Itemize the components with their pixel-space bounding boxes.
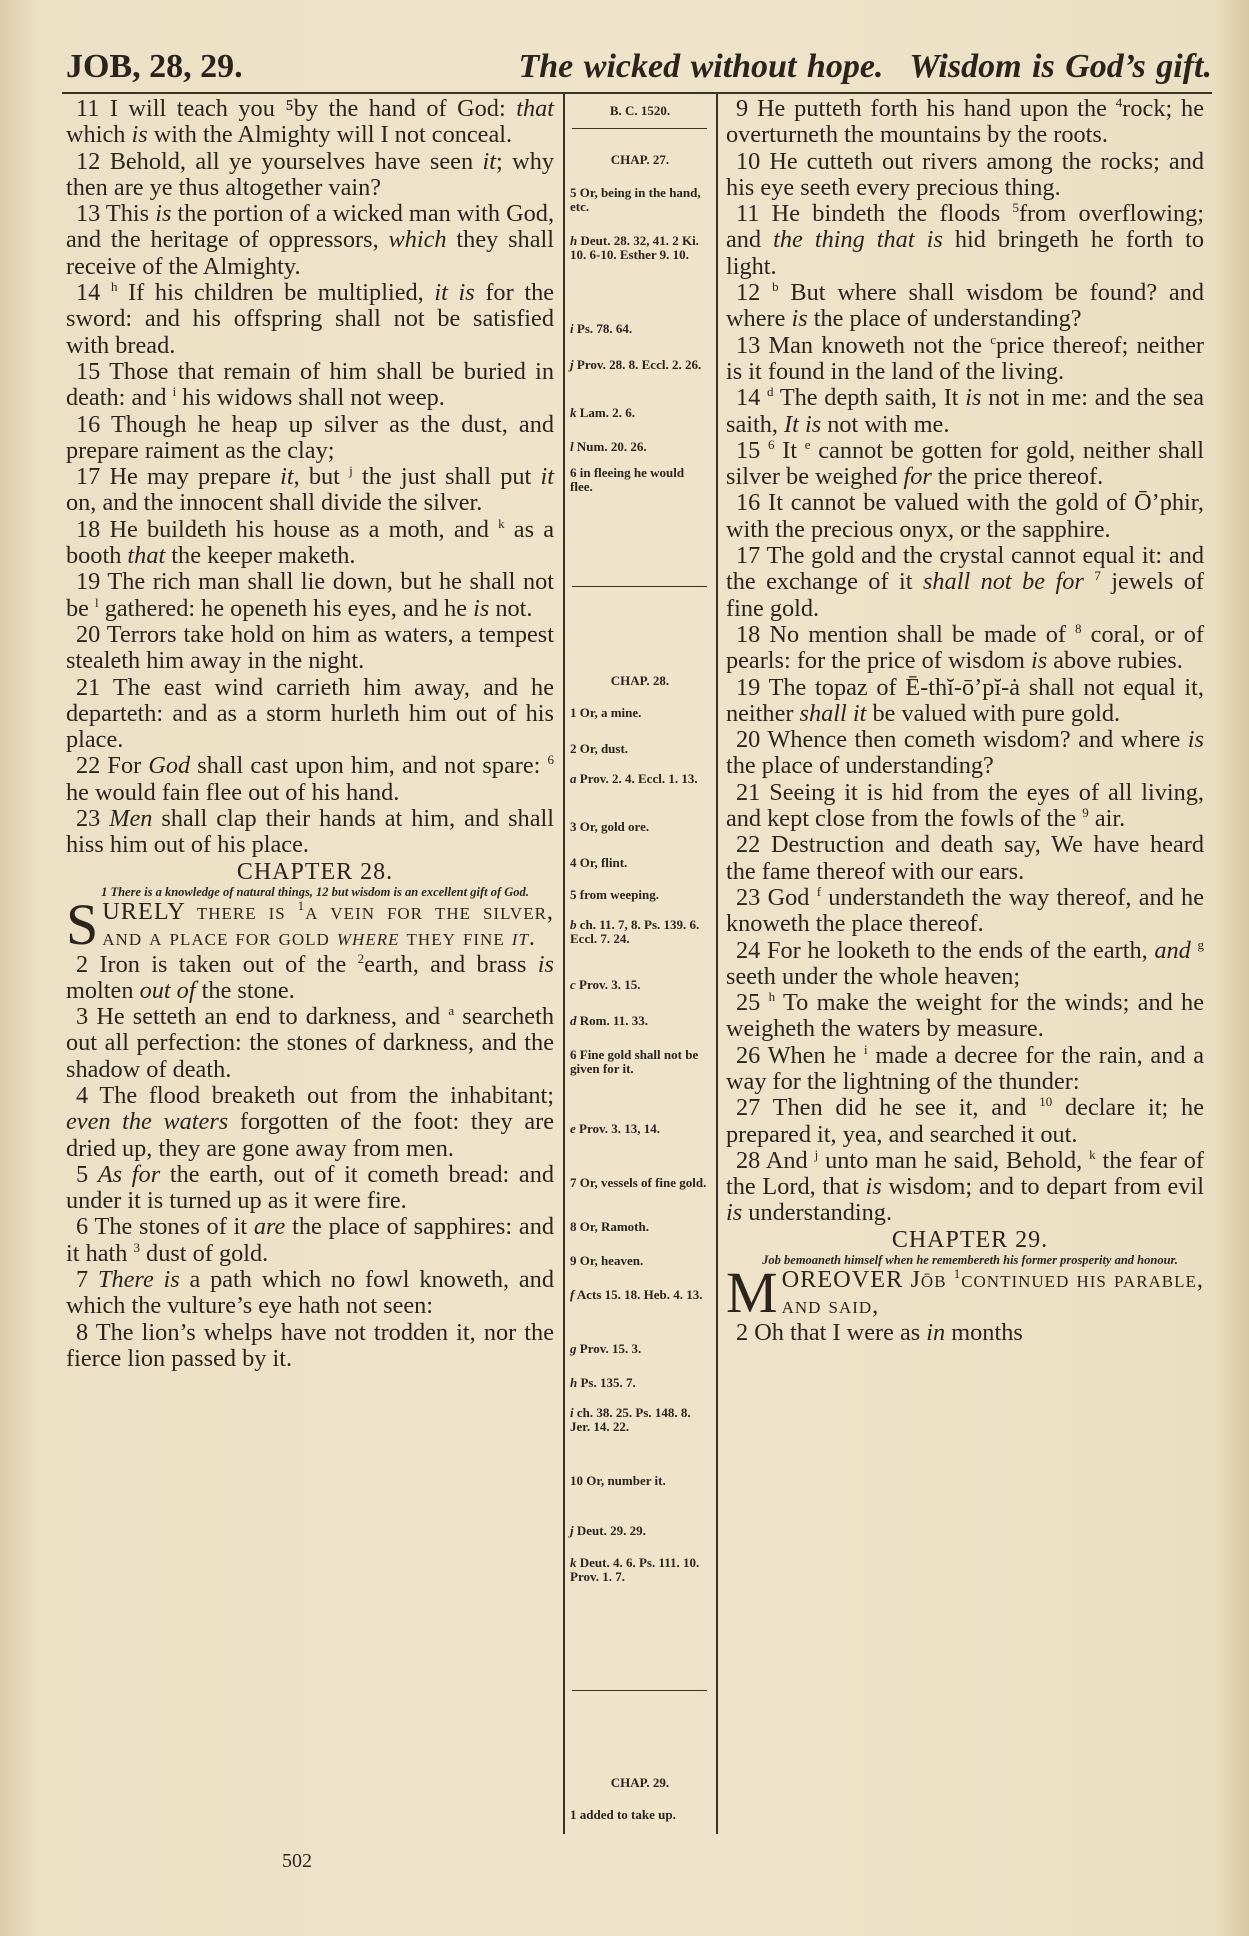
margin-note-l: l Num. 20. 26.: [570, 439, 647, 454]
margin-note-28-e: e Prov. 3. 13, 14.: [570, 1121, 661, 1136]
margin-note-28-b: b ch. 11. 7, 8. Ps. 139. 6. Eccl. 7. 24.: [570, 917, 700, 946]
page-number: 502: [282, 1850, 312, 1872]
verse-27-12: 12 Behold, all ye yourselves have seen it; why then are ye thus altogether vain?: [66, 147, 555, 201]
margin-note-28-6: 6 Fine gold shall not be given for it.: [570, 1047, 699, 1076]
verse-28-10: 10 He cutteth out rivers among the rocks; and his eye seeth every precious thing.: [726, 147, 1204, 201]
verse-28-8: 8 The lion’s whelps have not trodden it, nor the fierce lion passed by it.: [66, 1318, 554, 1372]
margin-note-j: j Prov. 28. 8. Eccl. 2. 26.: [570, 357, 702, 372]
margin-rule-2: [572, 586, 707, 587]
verse-28-26: 26 When he $^i$ made a decree for the rain, and a way for the lightning of the thunder:: [726, 1041, 1204, 1095]
verse-27-23: 23 Men shall clap their hands at him, and shall hiss him out of his place.: [66, 805, 554, 859]
margin-note-28-i: i ch. 38. 25. Ps. 148. 8. Jer. 14. 22.: [570, 1405, 691, 1434]
column-rule-right: [716, 94, 718, 1834]
margin-note-28-h: h Ps. 135. 7.: [570, 1375, 636, 1390]
margin-note-28-a: a Prov. 2. 4. Eccl. 1. 13.: [570, 771, 698, 786]
margin-note-28-d: d Rom. 11. 33.: [570, 1013, 648, 1028]
margin-note-28-2: 2 Or, dust.: [570, 741, 629, 756]
verse-28-5: 5 As for the earth, out of it cometh bread: and under it is turned up as it were fire.: [66, 1160, 554, 1215]
verse-27-11: 11 I will teach you ⁵by the hand of God: that which is with the Almighty will I not conceal.: [66, 95, 554, 149]
header-rule: [62, 92, 1212, 94]
margin-note-28-j: j Deut. 29. 29.: [570, 1523, 646, 1538]
margin-note-h: h Deut. 28. 32, 41. 2 Ki. 10. 6-10. Esther 9. 10.: [570, 233, 699, 262]
verse-28-14: 14 $^d$ The depth saith, It is not in me: and the sea saith, It is not with me.: [726, 384, 1204, 438]
verse-28-11: 11 He bindeth the floods $^5$from overflowing; and the thing that is hid bringeth he forth to light.: [726, 200, 1205, 280]
margin-chap-27: CHAP. 27.: [610, 152, 670, 167]
margin-note-28-c: c Prov. 3. 15.: [570, 977, 641, 992]
verse-27-20: 20 Terrors take hold on him as waters, a tempest stealeth him away in the night.: [66, 620, 554, 675]
margin-note-28-f: f Acts 15. 18. Heb. 4. 13.: [570, 1287, 703, 1302]
verse-29-2: 2 Oh that I were as in months: [736, 1318, 1023, 1346]
margin-note-28-1: 1 Or, a mine.: [570, 705, 642, 720]
margin-note-28-g: g Prov. 15. 3.: [570, 1341, 642, 1356]
verse-28-19: 19 The topaz of Ē-thĭ-ō’pĭ-ȧ shall not equal it, neither shall it be valued with pure gold.: [726, 673, 1204, 727]
column-rule-left: [563, 94, 565, 1834]
left-text-column: [66, 96, 554, 1372]
verse-28-7: 7 There is a path which no fowl knoweth, and which the vulture’s eye hath not seen:: [66, 1266, 554, 1320]
margin-note-28-9: 9 Or, heaven.: [570, 1253, 644, 1268]
margin-note-28-4: 4 Or, flint.: [570, 855, 628, 870]
chapter-29-summary: Job bemoaneth himself when he remembereth his former prosperity and honour.: [762, 1253, 1178, 1268]
chapter-28-summary: 1 There is a knowledge of natural things, 12 but wisdom is an excellent gift of God.: [101, 884, 529, 899]
verse-28-25: 25 $^h$ To make the weight for the winds; and he weigheth the waters by measure.: [726, 989, 1204, 1043]
verse-28-23: 23 God $^f$ understandeth the way thereof, and he knoweth the place thereof.: [726, 883, 1204, 938]
verse-28-22: 22 Destruction and death say, We have heard the fame thereof with our ears.: [726, 831, 1204, 885]
margin-chap-29: CHAP. 29.: [610, 1775, 670, 1790]
verse-28-20: 20 Whence then cometh wisdom? and where is the place of understanding?: [726, 726, 1204, 780]
header-topic-1: The wicked without hope.: [518, 48, 884, 85]
verse-28-3: 3 He setteth an end to darkness, and $^a$ searcheth out all perfection: the stones of darkness, and the shadow of death.: [66, 1003, 554, 1083]
verse-27-21: 21 The east wind carrieth him away, and he departeth: and as a storm hurleth him out of his place.: [66, 673, 554, 754]
header-topics: [519, 48, 1213, 86]
margin-rule-3: [572, 1690, 707, 1691]
verse-28-12: 12 $^b$ But where shall wisdom be found? and where is the place of understanding?: [726, 278, 1204, 333]
chapter-29-heading: CHAPTER 29.: [891, 1226, 1049, 1253]
margin-date: B. C. 1520.: [609, 103, 671, 118]
margin-note-k: k Lam. 2. 6.: [570, 405, 635, 420]
verse-28-4: 4 The flood breaketh out from the inhabitant; even the waters forgotten of the foot: they are dried up, they are gone away from men.: [66, 1081, 554, 1162]
verse-28-21: 21 Seeing it is hid from the eyes of all living, and kept close from the fowls of the $^9$ air.: [726, 778, 1204, 833]
margin-note-29-1: 1 added to take up.: [570, 1807, 676, 1822]
header-topic-2: Wisdom is God’s gift.: [909, 48, 1212, 85]
margin-rule-1: [572, 128, 707, 129]
verse-27-19: 19 The rich man shall lie down, but he shall not be $^l$ gathered: he openeth his eyes, and he is not.: [66, 568, 554, 622]
header-book-chapter: JOB, 28, 29.: [66, 48, 243, 85]
margin-note-i: i Ps. 78. 64.: [570, 321, 633, 336]
verse-28-24: 24 For he looketh to the ends of the earth, and $^g$ seeth under the whole heaven;: [726, 936, 1204, 990]
verse-27-17: 17 He may prepare it, but $^j$ the just shall put it on, and the innocent shall divide the silver.: [66, 463, 554, 517]
drop-cap-m: M: [726, 1260, 778, 1326]
verse-27-15: 15 Those that remain of him shall be buried in death: and $^i$ his widows shall not weep.: [66, 357, 554, 412]
margin-note-28-3: 3 Or, gold ore.: [570, 819, 650, 834]
margin-chap-28: CHAP. 28.: [610, 673, 670, 688]
verse-27-22: 22 For God shall cast upon him, and not spare: $^6$ he would fain flee out of his hand.: [66, 752, 554, 806]
margin-note-28-8: 8 Or, Ramoth.: [570, 1219, 649, 1234]
right-text-column: [726, 96, 1204, 1346]
drop-cap-s: S: [66, 891, 99, 957]
verse-28-15: 15 $^6$ It $^e$ cannot be gotten for gold, neither shall silver be weighed for the price thereof.: [726, 436, 1204, 491]
verse-27-16: 16 Though he heap up silver as the dust, and prepare raiment as the clay;: [66, 410, 554, 464]
margin-note-28-7: 7 Or, vessels of fine gold.: [570, 1175, 707, 1190]
verse-28-6: 6 The stones of it are the place of sapphires: and it hath $^3$ dust of gold.: [66, 1213, 554, 1267]
margin-note-28-k: k Deut. 4. 6. Ps. 111. 10. Prov. 1. 7.: [570, 1555, 700, 1584]
verse-28-18: 18 No mention shall be made of $^8$ coral, or of pearls: for the price of wisdom is above rubies.: [726, 620, 1204, 675]
verse-28-28: 28 And $^j$ unto man he said, Behold, $^k$ the fear of the Lord, that is wisdom; and to depart from evil is understanding.: [726, 1146, 1204, 1227]
verse-28-17: 17 The gold and the crystal cannot equal it: and the exchange of it shall not be for $^7$ jewels of fine gold.: [726, 542, 1205, 622]
margin-note-28-5: 5 from weeping.: [570, 887, 659, 902]
margin-note-5: 5 Or, being in the hand, etc.: [570, 185, 701, 214]
verse-27-18: 18 He buildeth his house as a moth, and $^k$ as a booth that the keeper maketh.: [66, 515, 554, 570]
running-header: [62, 48, 1212, 92]
verse-27-13: 13 This is the portion of a wicked man with God, and the heritage of oppressors, which they shall receive of the Almighty.: [66, 200, 555, 280]
verse-28-2: 2 Iron is taken out of the $^2$earth, and brass is molten out of the stone.: [66, 950, 554, 1004]
chapter-28-heading: CHAPTER 28.: [236, 858, 394, 885]
verse-28-9: 9 He putteth forth his hand upon the $^4$rock; he overturneth the mountains by the roots.: [726, 94, 1204, 149]
verse-29-1-text: OREOVER Jōb $^1$continued his parable, and said,: [781, 1265, 1204, 1320]
verse-27-14: 14 $^h$ If his children be multiplied, it is for the sword: and his offspring shall not be satisfied with bread.: [66, 278, 555, 359]
margin-note-6: 6 in fleeing he would flee.: [570, 465, 685, 494]
verse-28-13: 13 Man knoweth not the $^c$price thereof; neither is it found in the land of the living.: [726, 331, 1204, 385]
margin-note-28-10: 10 Or, number it.: [570, 1473, 666, 1488]
verse-28-16: 16 It cannot be valued with the gold of Ō’phir, with the precious onyx, or the sapphire.: [726, 489, 1204, 543]
verse-28-27: 27 Then did he see it, and $^{10}$ declare it; he prepared it, yea, and searched it out.: [726, 1094, 1204, 1148]
verse-28-1-text: URELY there is $^1$a vein for the silver, and a place for gold where they fine it.: [102, 897, 554, 952]
